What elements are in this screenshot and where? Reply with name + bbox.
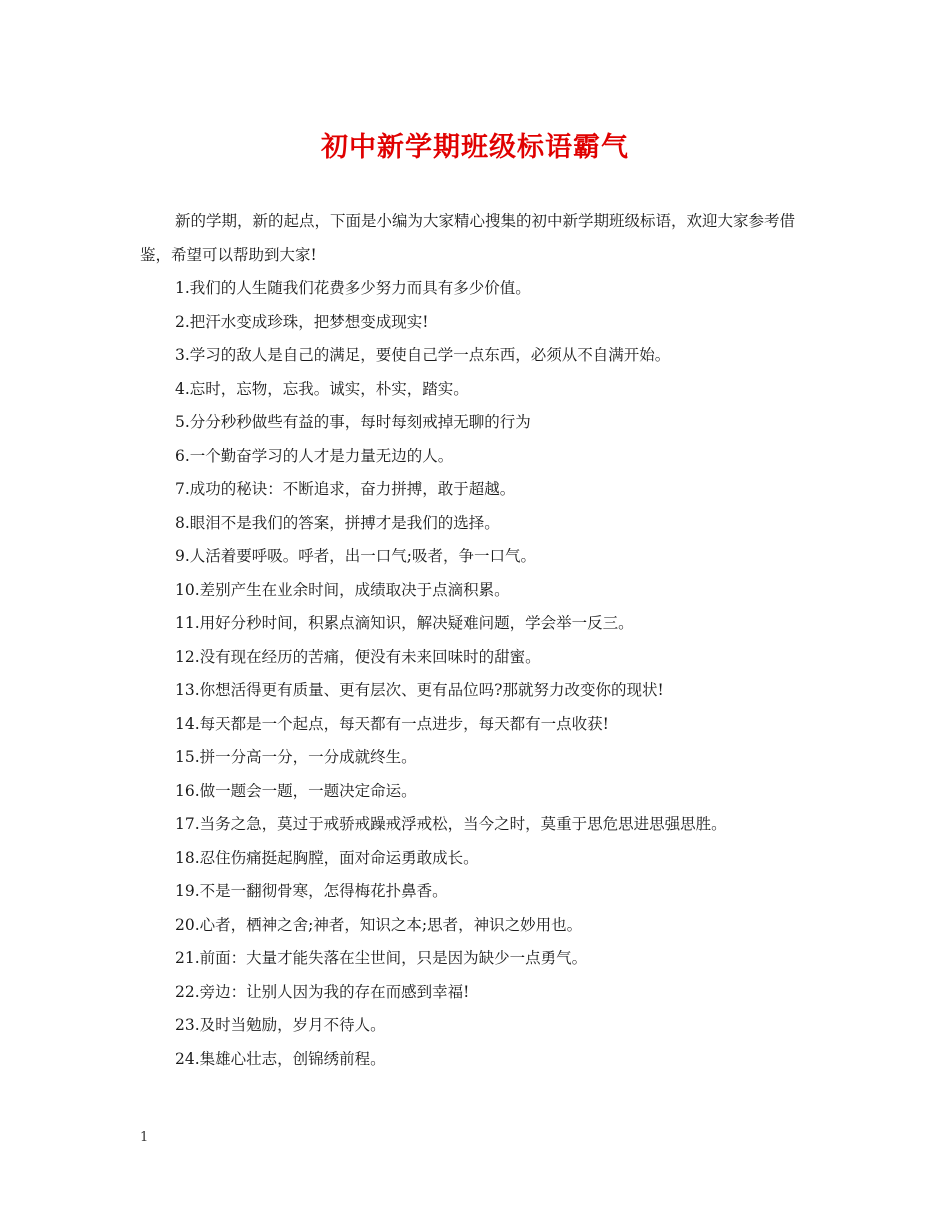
slogan-item: 13.你想活得更有质量、更有层次、更有品位吗?那就努力改变你的现状! — [175, 681, 664, 699]
slogan-item: 19.不是一翻彻骨寒，怎得梅花扑鼻香。 — [175, 882, 448, 900]
slogan-item: 16.做一题会一题，一题决定命运。 — [175, 781, 417, 800]
slogan-item: 1.我们的人生随我们花费多少努力而具有多少价值。 — [175, 279, 531, 297]
slogan-item: 4.忘时，忘物，忘我。诚实，朴实，踏实。 — [175, 379, 469, 398]
slogan-item: 17.当务之急，莫过于戒骄戒躁戒浮戒松，当今之时，莫重于思危思进思强思胜。 — [175, 815, 727, 833]
slogan-item: 21.前面：大量才能失落在尘世间，只是因为缺少一点勇气。 — [175, 949, 588, 967]
slogan-item: 7.成功的秘诀：不断追求，奋力拼搏，敢于超越。 — [175, 480, 516, 498]
slogan-item: 12.没有现在经历的苦痛，便没有未来回味时的甜蜜。 — [175, 647, 541, 666]
slogan-item: 10.差别产生在业余时间，成绩取决于点滴积累。 — [175, 580, 510, 599]
slogan-item: 5.分分秒秒做些有益的事，每时每刻戒掉无聊的行为 — [175, 413, 531, 431]
intro-paragraph: 新的学期，新的起点，下面是小编为大家精心搜集的初中新学期班级标语，欢迎大家参考借鉴，希望可以帮助到大家! — [140, 212, 796, 264]
slogan-item: 15.拼一分高一分，一分成就终生。 — [175, 748, 417, 766]
slogan-item: 3.学习的敌人是自己的满足，要使自己学一点东西，必须从不自满开始。 — [175, 346, 671, 364]
slogan-item: 14.每天都是一个起点，每天都有一点进步，每天都有一点收获! — [175, 714, 609, 733]
slogan-item: 22.旁边：让别人因为我的存在而感到幸福! — [175, 982, 470, 1001]
page-title: 初中新学期班级标语霸气 — [321, 132, 629, 163]
slogan-item: 20.心者，栖神之舍;神者，知识之本;思者，神识之妙用也。 — [175, 915, 583, 934]
slogan-item: 8.眼泪不是我们的答案，拼搏才是我们的选择。 — [175, 513, 500, 532]
slogan-item: 11.用好分秒时间，积累点滴知识，解决疑难问题，学会举一反三。 — [175, 614, 634, 632]
slogan-item: 6.一个勤奋学习的人才是力量无边的人。 — [175, 446, 454, 465]
document-body — [140, 205, 812, 1076]
slogan-item: 18.忍住伤痛挺起胸膛，面对命运勇敢成长。 — [175, 848, 479, 867]
slogan-item: 24.集雄心壮志，创锦绣前程。 — [175, 1049, 386, 1068]
slogan-item: 9.人活着要呼吸。呼者，出一口气;吸者，争一口气。 — [175, 547, 537, 565]
slogan-item: 2.把汗水变成珍珠，把梦想变成现实! — [175, 312, 429, 331]
slogan-item: 23.及时当勉励，岁月不待人。 — [175, 1016, 386, 1034]
page-number: 1 — [140, 1130, 149, 1145]
